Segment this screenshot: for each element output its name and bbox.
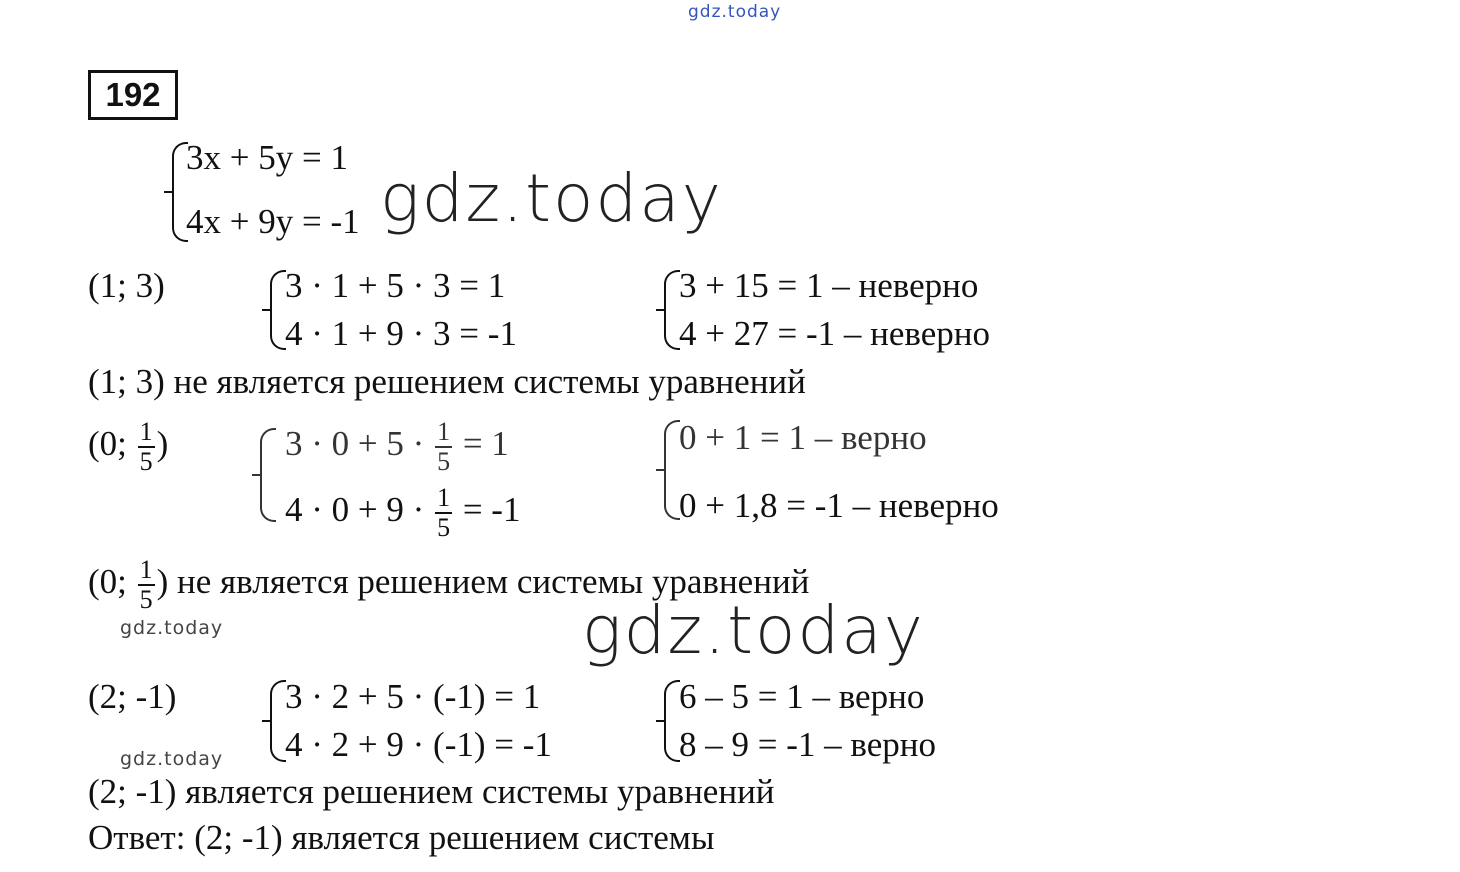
check3-result-1: 6 – 5 = 1 – верно <box>679 677 925 716</box>
check1-substitution-2: 4 · 1 + 9 · 3 = -1 <box>285 314 517 353</box>
check2-result-2: 0 + 1,8 = -1 – неверно <box>679 486 999 525</box>
check2-sub-brace <box>260 428 276 522</box>
check3-substitution-1: 3 · 2 + 5 · (-1) = 1 <box>285 677 541 716</box>
watermark-small-2: gdz.today <box>120 748 224 770</box>
watermark-top: gdz.today <box>688 2 782 22</box>
check1-substitution-1: 3 · 1 + 5 · 3 = 1 <box>285 266 506 305</box>
check3-sub-brace <box>270 680 286 762</box>
check3-conclusion: (2; -1) является решением системы уравнений <box>88 772 775 811</box>
check2-result-1: 0 + 1 = 1 – верно <box>679 418 927 457</box>
check1-conclusion: (1; 3) не является решением системы уравнений <box>88 362 806 401</box>
system-equation-1: 3x + 5y = 1 <box>186 138 348 177</box>
check1-sub-brace <box>270 270 286 350</box>
watermark-large-2: gdz.today <box>582 592 925 669</box>
watermark-large-1: gdz.today <box>380 160 723 237</box>
check1-result-brace <box>664 270 680 350</box>
check2-substitution-1: 3 · 0 + 5 · $\frac{1}{5}$ = 1 <box>285 417 509 476</box>
fraction-one-fifth: $\frac{1}{5}$ <box>139 417 153 476</box>
check3-result-brace <box>664 680 680 762</box>
problem-number: 192 <box>88 70 178 120</box>
check2-conclusion: (0; $\frac{1}{5}$ ) не является решением системы уравнений <box>88 555 810 614</box>
check3-point: (2; -1) <box>88 677 177 716</box>
check3-result-2: 8 – 9 = -1 – верно <box>679 725 936 764</box>
check1-result-1: 3 + 15 = 1 – неверно <box>679 266 979 305</box>
check1-result-2: 4 + 27 = -1 – неверно <box>679 314 990 353</box>
watermark-small-1: gdz.today <box>120 617 224 639</box>
check2-result-brace <box>664 420 680 520</box>
check1-point: (1; 3) <box>88 266 165 305</box>
check2-point: (0; $\frac{1}{5}$ ) <box>88 417 169 476</box>
check2-substitution-2: 4 · 0 + 9 · $\frac{1}{5}$ = -1 <box>285 483 521 542</box>
system-equation-2: 4x + 9y = -1 <box>186 202 360 241</box>
check3-substitution-2: 4 · 2 + 9 · (-1) = -1 <box>285 725 552 764</box>
answer: Ответ: (2; -1) является решением системы <box>88 818 715 857</box>
